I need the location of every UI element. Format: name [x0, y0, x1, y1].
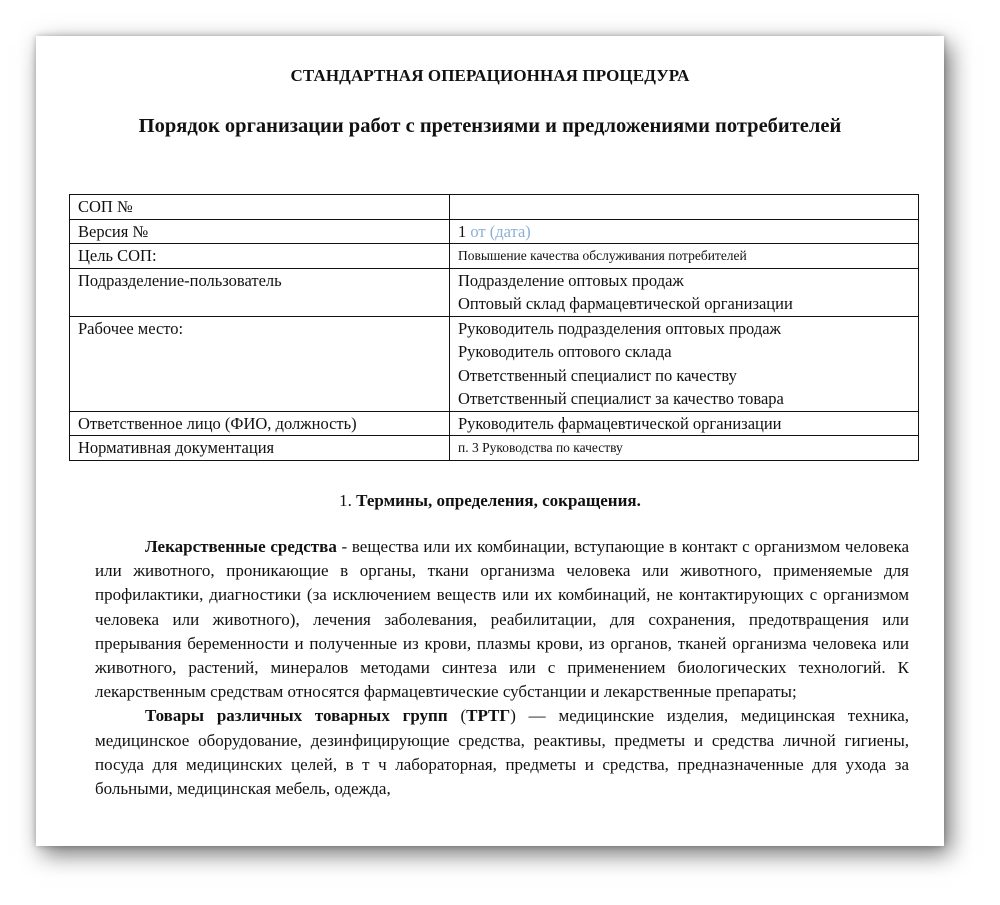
version-value: [450, 219, 919, 244]
table-row-user-division: [70, 268, 919, 316]
workplace-line: Ответственный специалист по качеству: [458, 365, 737, 385]
workplace-label: Рабочее место:: [70, 316, 450, 411]
workplace-line: Ответственный специалист за качество товара: [458, 389, 784, 408]
document-title: Порядок организации работ с претензиями и предложениями потребителей: [138, 115, 842, 137]
document-type-heading: СТАНДАРТНАЯ ОПЕРАЦИОННАЯ ПРОЦЕДУРА: [290, 66, 690, 85]
user-division-line: Подразделение оптовых продаж: [458, 270, 684, 290]
regulatory-value: п. 3 Руководства по качеству: [450, 436, 919, 461]
term-medicines: Лекарственные средства: [145, 537, 337, 556]
term-trtg: Товары различных товарных групп: [145, 706, 448, 726]
section-title: Термины, определения, сокращения.: [356, 491, 641, 510]
table-row-regulatory: [70, 436, 919, 461]
table-row-responsible: [70, 411, 919, 436]
table-row-version: [70, 219, 919, 244]
workplace-line: Руководитель подразделения оптовых продаж: [458, 318, 781, 338]
table-row-workplace: [70, 316, 919, 411]
definition-trtg: ) — медицинские изделия, медицинская техника, медицинское оборудование, дезинфицирующие средства, реактивы, предметы и средства личной гигиены, посуда для медицинских целей, в т ч лабораторная, предметы и средства, предназначенные для ухода за больными, медицинская мебель, одежда,: [95, 706, 909, 799]
sop-number-value: [450, 195, 919, 220]
document-page: [36, 36, 944, 846]
section-number: 1.: [339, 491, 352, 510]
sop-number-label: СОП №: [70, 195, 450, 220]
responsible-label: Ответственное лицо (ФИО, должность): [70, 411, 450, 436]
purpose-label: Цель СОП:: [70, 244, 450, 269]
user-division-value: [450, 268, 919, 316]
section-1-heading: [36, 491, 944, 511]
version-label: Версия №: [70, 219, 450, 244]
definition-paragraph-medicines: [95, 535, 909, 704]
definition-medicines: - вещества или их комбинации, вступающие в контакт с организмом человека или животного, проникающие в органы, ткани организма человека или животного, применяемые для профилактики, диагностики (за исключением веществ или их комбинаций, не контактирующих с организмом человека или животного), лечения заболевания, реабилитации, для сохранения, предотвращения или прерывания беременности и полученные из крови, плазмы крови, из органов, тканей организма человека или животного, растений, минералов методами синтеза или с применением биологических технологий. К лекарственным средствам относятся фармацевтические субстанции и лекарственные препараты;: [95, 537, 909, 702]
purpose-value: Повышение качества обслуживания потребителей: [450, 244, 919, 269]
workplace-value: [450, 316, 919, 411]
user-division-label: Подразделение-пользователь: [70, 268, 450, 316]
responsible-value: Руководитель фармацевтической организации: [450, 411, 919, 436]
version-date-placeholder[interactable]: от (дата): [470, 221, 531, 241]
regulatory-label: Нормативная документация: [70, 436, 450, 461]
term-trtg-abbr: ТРТГ: [466, 706, 511, 726]
term-trtg-open: (: [447, 706, 467, 726]
sop-info-table: [69, 194, 919, 461]
table-row-purpose: [70, 244, 919, 269]
definition-paragraph-trtg: [95, 704, 909, 801]
user-division-line: Оптовый склад фармацевтической организации: [458, 294, 793, 313]
workplace-line: Руководитель оптового склада: [458, 342, 672, 361]
table-row-sop-number: [70, 195, 919, 220]
version-number: 1: [458, 221, 467, 241]
section-1-body: [95, 535, 909, 801]
